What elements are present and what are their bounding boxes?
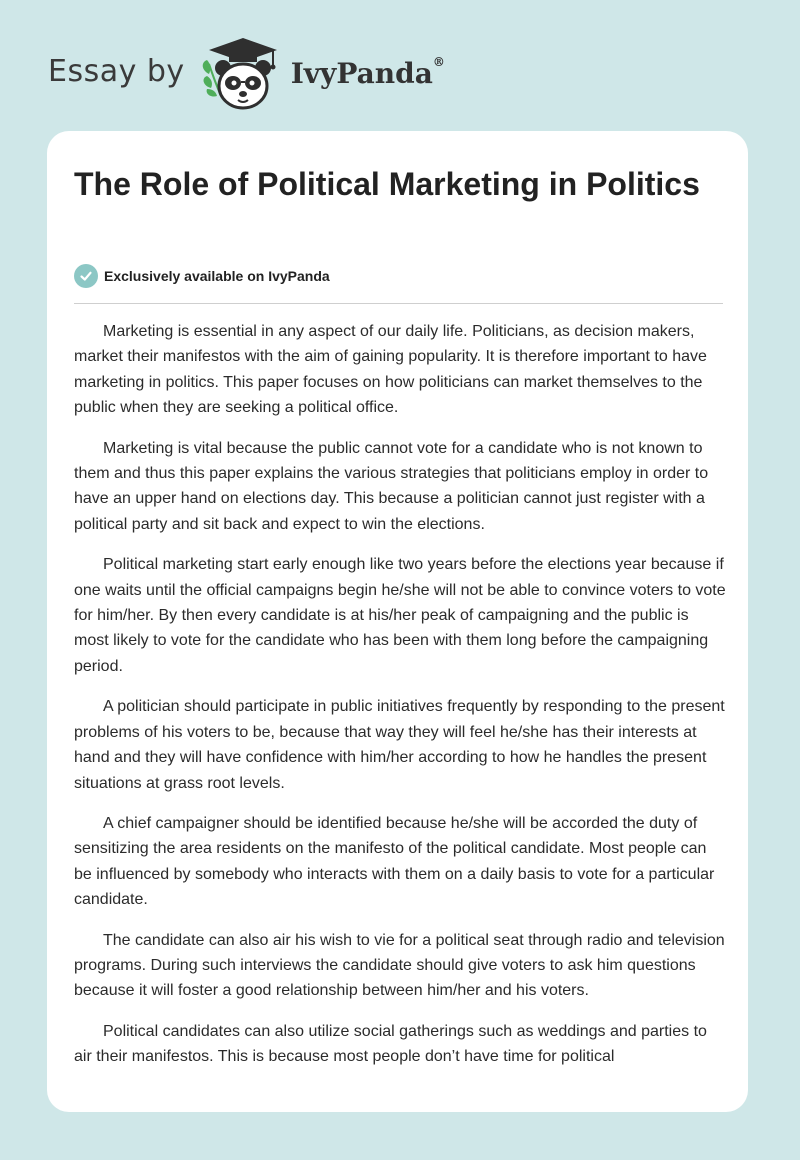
paragraph: Political candidates can also utilize social gatherings such as weddings and parties to air their manifestos. This is because most people don’t have time for political [74,1022,707,1066]
essay-body [74,319,726,1085]
check-icon [74,264,98,288]
paragraph: Marketing is essential in any aspect of our daily life. Politicians, as decision makers, market their manifestos with the aim of gaining popularity. It is therefore important to have marketing in politics. This paper focuses on how politicians can market themselves to the public when they are seeking a political office. [74,323,707,417]
essay-title: The Role of Political Marketing in Politics [74,166,700,202]
brand-name: IvyPanda® [290,54,445,90]
panda-logo-icon[interactable] [199,34,285,114]
essay-card [47,131,748,1112]
essay-by-label: Essay by [48,53,185,89]
paragraph: The candidate can also air his wish to vie for a political seat through radio and television programs. During such interviews the candidate should give voters to ask him questions because it will foster a good relationship between him/her and his voters. [74,931,725,1000]
exclusive-badge-label: Exclusively available on IvyPanda [104,268,330,284]
paragraph: A chief campaigner should be identified because he/she will be accorded the duty of sensitizing the area residents on the manifesto of the political candidate. Most people can be influenced by somebody who interacts with them on a daily basis to vote for a particular candidate. [74,814,715,909]
divider [74,303,723,304]
exclusive-badge [74,264,330,288]
site-header [48,34,445,114]
paragraph: A politician should participate in public initiatives frequently by responding to the present problems of his voters to be, because that way they will feel he/she has their interests at hand and they will have confidence with him/her according to how he handles the present situations at grass root levels. [74,698,725,792]
paragraph: Political marketing start early enough like two years before the elections year because if one waits until the official campaigns begin he/she will not be able to convince voters to vote for him/her. By then every candidate is at his/her peak of campaigning and the public is most likely to vote for the candidate who has been with them long before the campaigning period. [74,556,726,675]
paragraph: Marketing is vital because the public cannot vote for a candidate who is not known to them and thus this paper explains the various strategies that politicians employ in order to have an upper hand on elections day. This because a politician cannot just register with a political party and sit back and expect to win the elections. [74,439,709,533]
